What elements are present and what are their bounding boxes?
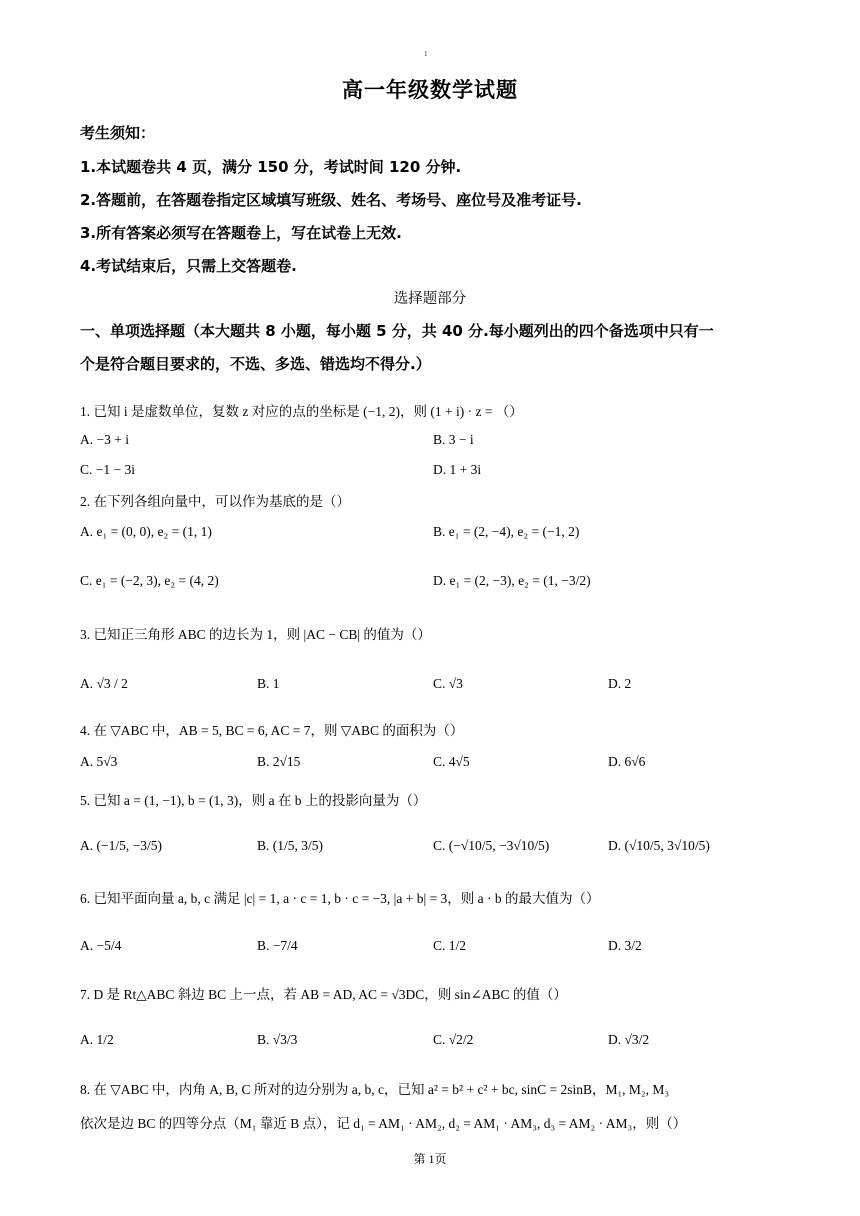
q7-option-a: A. 1/2 [80, 1032, 114, 1047]
q1-option-d: D. 1 + 3i [433, 462, 482, 477]
q3-option-d: D. 2 [608, 676, 632, 691]
q5-option-a: A. (−1/5, −3/5) [80, 838, 162, 853]
notice-heading: 考生须知： [80, 124, 156, 142]
q4-option-a: A. 5√3 [80, 754, 118, 769]
q7-option-b: B. √3/3 [257, 1032, 298, 1047]
q7-option-d: D. √3/2 [608, 1032, 650, 1047]
part-one-heading-cont: 个是符合题目要求的，不选、多选、错选均不得分.） [80, 355, 431, 373]
section-title: 选择题部分 [393, 291, 467, 307]
question-3-stem: 3. 已知正三角形 ABC 的边长为 1，则 |AC − CB| 的值为（） [80, 627, 431, 642]
question-8-stem: 8. 在 ▽ABC 中，内角 A, B, C 所对的边分别为 a, b, c，已知 a² = b² + c² + bc, sinC = 2sinB，M₁, M₂, M₃ [80, 1082, 670, 1097]
q4-option-b: B. 2√15 [257, 754, 301, 769]
q2-option-b: B. e₁ = (2, −4), e₂ = (−1, 2) [433, 524, 580, 539]
q4-option-d: D. 6√6 [608, 754, 646, 769]
q2-option-c: C. e₁ = (−2, 3), e₂ = (4, 2) [80, 573, 219, 588]
question-4-stem: 4. 在 ▽ABC 中，AB = 5, BC = 6, AC = 7，则 ▽ABC 的面积为（） [80, 723, 464, 738]
q1-option-b: B. 3 − i [433, 432, 474, 447]
question-1-stem: 1. 已知 i 是虚数单位，复数 z 对应的点的坐标是 (−1, 2)，则 (1 + i) · z = （） [80, 404, 523, 419]
exam-title: 高一年级数学试题 [342, 78, 518, 102]
question-5-stem: 5. 已知 a = (1, −1), b = (1, 3)，则 a 在 b 上的投影向量为（） [80, 793, 427, 808]
q3-option-c: C. √3 [433, 676, 463, 691]
q5-option-d: D. (√10/5, 3√10/5) [608, 838, 710, 853]
q6-option-c: C. 1/2 [433, 938, 467, 953]
notice-item-2: 2.答题前，在答题卷指定区域填写班级、姓名、考场号、座位号及准考证号. [80, 191, 582, 209]
q5-option-b: B. (1/5, 3/5) [257, 838, 323, 853]
q2-option-d: D. e₁ = (2, −3), e₂ = (1, −3/2) [433, 573, 591, 588]
q1-option-c: C. −1 − 3i [80, 462, 135, 477]
question-8-stem-cont: 依次是边 BC 的四等分点（M₁ 靠近 B 点），记 d₁ = AM₁ · AM₂, d₂ = AM₁ · AM₃, d₃ = AM₂ · AM₃，则（） [80, 1116, 687, 1131]
q2-option-a: A. e₁ = (0, 0), e₂ = (1, 1) [80, 524, 212, 539]
q4-option-c: C. 4√5 [433, 754, 470, 769]
q7-option-c: C. √2/2 [433, 1032, 474, 1047]
question-7-stem: 7. D 是 Rt△ABC 斜边 BC 上一点，若 AB = AD, AC = √3DC，则 sin∠ABC 的值（） [80, 987, 567, 1002]
page-mark: 1 [424, 50, 428, 58]
q6-option-d: D. 3/2 [608, 938, 642, 953]
notice-item-3: 3.所有答案必须写在答题卷上，写在试卷上无效. [80, 224, 402, 242]
q5-option-c: C. (−√10/5, −3√10/5) [433, 838, 550, 853]
part-one-heading: 一、单项选择题（本大题共 8 小题，每小题 5 分，共 40 分.每小题列出的四个备选项中只有一 [80, 322, 714, 340]
notice-item-1: 1.本试题卷共 4 页，满分 150 分，考试时间 120 分钟. [80, 158, 462, 176]
page-footer: 第 1页 [413, 1152, 447, 1166]
q3-option-b: B. 1 [257, 676, 280, 691]
q6-option-b: B. −7/4 [257, 938, 298, 953]
question-6-stem: 6. 已知平面向量 a, b, c 满足 |c| = 1, a · c = 1, b · c = −3, |a + b| = 3，则 a · b 的最大值为（） [80, 891, 600, 906]
q1-option-a: A. −3 + i [80, 432, 129, 447]
notice-item-4: 4.考试结束后，只需上交答题卷. [80, 257, 297, 275]
question-2-stem: 2. 在下列各组向量中，可以作为基底的是（） [80, 494, 350, 509]
q6-option-a: A. −5/4 [80, 938, 122, 953]
q3-option-a: A. √3 / 2 [80, 676, 128, 691]
